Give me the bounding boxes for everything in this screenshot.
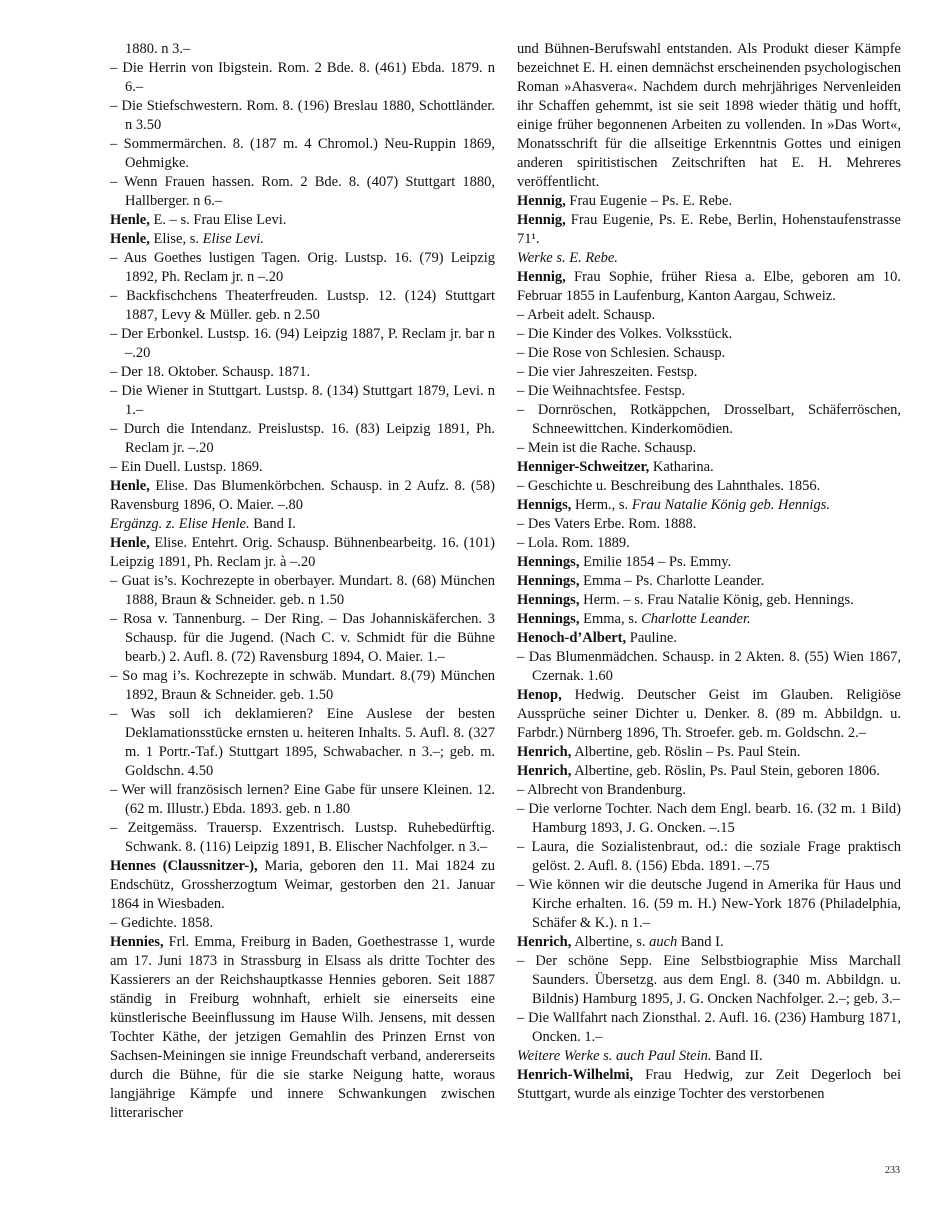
entry-name: Henrich, (517, 934, 572, 950)
entry-text: – Der schöne Sepp. Eine Selbstbiographie Miss Marchall Saunders. Übersetzg. aus dem Engl. 8. (340 m. Abbildgn. u. Bildnis) Hamburg 1895, J. G. Oncken Nachfolger. 2.–; geb. 3.– (517, 953, 901, 1007)
entry-text: Frau Eugenie – Ps. E. Rebe. (565, 193, 733, 209)
entry-text: – Die verlorne Tochter. Nach dem Engl. bearb. 16. (32 m. 1 Bild) Hamburg 1893, J. G. Oncken. –.15 (517, 801, 901, 836)
entry (517, 344, 901, 363)
entry-name: Henop, (517, 687, 562, 703)
entry (110, 458, 495, 477)
entry-text: – Die Herrin von Ibigstein. Rom. 2 Bde. 8. (461) Ebda. 1879. n 6.– (110, 60, 495, 95)
entry (517, 876, 901, 933)
entry-name: Henle, (110, 535, 150, 551)
entry (110, 515, 495, 534)
entry (110, 781, 495, 819)
entry-text: – Der Erbonkel. Lustsp. 16. (94) Leipzig 1887, P. Reclam jr. bar n –.20 (110, 326, 495, 361)
entry (110, 610, 495, 667)
entry (110, 249, 495, 287)
entry (517, 648, 901, 686)
entry-text: – Albrecht von Brandenburg. (517, 782, 686, 798)
entry-reference: Elise Levi. (202, 231, 264, 247)
entry (517, 325, 901, 344)
entry-text: – Die Stiefschwestern. Rom. 8. (196) Breslau 1880, Schottländer. n 3.50 (110, 98, 495, 133)
entry-text: Ergänzg. z. Elise Henle. (110, 516, 250, 532)
entry-text: – Wer will französisch lernen? Eine Gabe für unsere Kleinen. 12. (62 m. Illustr.) Ebda. 1893. geb. n 1.80 (110, 782, 495, 817)
entry-name: Hennes (Claussnitzer-), (110, 858, 258, 874)
entry (517, 211, 901, 249)
entry-text: – Geschichte u. Beschreibung des Lahnthales. 1856. (517, 478, 821, 494)
entry (517, 762, 901, 781)
entry-name: Hennig, (517, 269, 566, 285)
entry-text: und Bühnen-Berufswahl entstanden. Als Produkt dieser Kämpfe bezeichnet E. H. einen demnächst erscheinenden psychologischen Roman »Ahasvera«. Nachdem durch mehrjähriges Nervenleiden ihr Schaffen gehemmt, ist sie seit 1898 wieder thätig und hofft, einige früher begonnenen Arbeiten zu vollenden. In »Das Wort«, Monatsschrift für die allseitige Erkenntnis Gottes und einigen anderen spiritistischen Zeitschriften hat E. H. Mehreres veröffentlicht. (517, 41, 901, 190)
entry (517, 477, 901, 496)
entry-name: Hennigs, (517, 497, 572, 513)
entry (517, 952, 901, 1009)
entry-text: Elise. Entehrt. Orig. Schausp. Bühnenbearbeitg. 16. (101) Leipzig 1891, Ph. Reclam jr. à –.20 (110, 535, 495, 570)
entry (517, 515, 901, 534)
entry (110, 97, 495, 135)
page-number: 233 (885, 1165, 900, 1176)
entry-text: – Aus Goethes lustigen Tagen. Orig. Lustsp. 16. (79) Leipzig 1892, Ph. Reclam jr. n –.20 (110, 250, 495, 285)
entry-text: Herm., s. (571, 497, 632, 513)
entry-reference: auch (649, 934, 678, 950)
entry-text: Pauline. (626, 630, 677, 646)
entry (517, 192, 901, 211)
entry (110, 59, 495, 97)
entry (517, 363, 901, 382)
entry (517, 800, 901, 838)
entry-text: – Die Kinder des Volkes. Volksstück. (517, 326, 733, 342)
entry-text: – Die vier Jahreszeiten. Festsp. (517, 364, 698, 380)
entry (110, 230, 495, 249)
entry-text: – Backfischchens Theaterfreuden. Lustsp. 12. (124) Stuttgart 1887, Levy & Müller. geb. n 2.50 (110, 288, 495, 323)
entry (517, 629, 901, 648)
entry-note: Band I. (677, 934, 724, 950)
entry-text: – Dornröschen, Rotkäppchen, Drosselbart, Schäferröschen, Schneewittchen. Kinderkomödien. (517, 402, 901, 437)
entry (517, 933, 901, 952)
entry-text: Albertine, s. (571, 934, 650, 950)
entry (517, 458, 901, 477)
entry-note: Band II. (711, 1048, 763, 1064)
entry-text: – Sommermärchen. 8. (187 m. 4 Chromol.) Neu-Ruppin 1869, Oehmigke. (110, 136, 495, 171)
entry (110, 914, 495, 933)
entry (517, 591, 901, 610)
entry-reference: Charlotte Leander. (641, 611, 751, 627)
entry (517, 439, 901, 458)
entry (517, 610, 901, 629)
entry-text: Katharina. (649, 459, 714, 475)
entry-text: Elise. Das Blumenkörbchen. Schausp. in 2 Aufz. 8. (58) Ravensburg 1896, O. Maier. –.80 (110, 478, 495, 513)
entry (110, 477, 495, 515)
entry-text: – Des Vaters Erbe. Rom. 1888. (517, 516, 697, 532)
entry (517, 382, 901, 401)
entry (517, 249, 901, 268)
entry (517, 781, 901, 800)
entry-name: Hennings, (517, 592, 580, 608)
entry-text: – Rosa v. Tannenburg. – Der Ring. – Das Johanniskäferchen. 3 Schausp. für die Jugend. (Nach C. v. Schmidt für die Bühne bearb.) 2. Aufl. 8. (72) Ravensburg 1894, O. Maier. 1.– (110, 611, 495, 665)
entry-name: Henrich, (517, 763, 572, 779)
entry-name: Hennies, (110, 934, 164, 950)
entry-text: – Der 18. Oktober. Schausp. 1871. (110, 364, 311, 380)
entry-text: – Guat is’s. Kochrezepte in oberbayer. Mundart. 8. (68) München 1888, Braun & Schneider. geb. n 1.50 (110, 573, 495, 608)
entry-name: Hennig, (517, 212, 566, 228)
entry (110, 420, 495, 458)
left-column (110, 40, 495, 1123)
entry-name: Henle, (110, 478, 150, 494)
entry-name: Henrich, (517, 744, 572, 760)
entry-name: Henle, (110, 212, 150, 228)
entry (517, 838, 901, 876)
entry (110, 363, 495, 382)
entry-text: – Die Rose von Schlesien. Schausp. (517, 345, 726, 361)
entry (110, 819, 495, 857)
entry-text: – Zeitgemäss. Trauersp. Exzentrisch. Lustsp. Ruhebedürftig. Schwank. 8. (116) Leipzig 1891, B. Elischer Nachfolger. n 3.– (110, 820, 495, 855)
entry-name: Hennig, (517, 193, 566, 209)
entry (110, 667, 495, 705)
entry (110, 705, 495, 781)
entry-name: Henle, (110, 231, 150, 247)
entry-text: – Gedichte. 1858. (110, 915, 214, 931)
entry (517, 40, 901, 192)
entry-text: E. – s. Frau Elise Levi. (149, 212, 287, 228)
entry-text: Weitere Werke s. auch Paul Stein. (517, 1048, 712, 1064)
entry-text: – Was soll ich deklamieren? Eine Auslese der besten Deklamationsstücke ernsten u. heiteren Inhalts. 5. Aufl. 8. (327 m. 1 Portr.-Taf.) Stuttgart 1895, Schwabacher. n 3.–; geb. m. Goldschn. 4.50 (110, 706, 495, 779)
entry-text: Albertine, geb. Röslin, Ps. Paul Stein, geboren 1806. (571, 763, 880, 779)
entry (110, 857, 495, 914)
right-column (517, 40, 901, 1104)
entry (517, 496, 901, 515)
entry-text: Hedwig. Deutscher Geist im Glauben. Religiöse Aussprüche seiner Dichter u. Denker. 8. (89 m. Abbildgn. u. Farbdr.) Nürnberg 1896, Th. Stroefer. geb. m. Goldschn. 2.– (517, 687, 901, 741)
entry (517, 743, 901, 762)
entry (110, 287, 495, 325)
entry-text: – Die Wiener in Stuttgart. Lustsp. 8. (134) Stuttgart 1879, Levi. n 1.– (110, 383, 495, 418)
entry (110, 933, 495, 1123)
entry-text: Werke s. E. Rebe. (517, 250, 618, 266)
entry (517, 401, 901, 439)
entry (110, 572, 495, 610)
entry-text: Albertine, geb. Röslin – Ps. Paul Stein. (571, 744, 801, 760)
entry-name: Henrich-Wilhelmi, (517, 1067, 634, 1083)
entry (110, 534, 495, 572)
entry (517, 306, 901, 325)
entry-reference: Frau Natalie König geb. Hennigs. (631, 497, 830, 513)
entry-name: Henoch-d’Albert, (517, 630, 627, 646)
entry-text: 1880. n 3.– (125, 41, 191, 57)
entry-text: Elise, s. (149, 231, 203, 247)
entry (110, 382, 495, 420)
entry (517, 1066, 901, 1104)
entry (110, 40, 495, 59)
entry-text: – Die Wallfahrt nach Zionsthal. 2. Aufl. 16. (236) Hamburg 1871, Oncken. 1.– (517, 1010, 901, 1045)
entry (517, 553, 901, 572)
entry-name: Hennings, (517, 611, 580, 627)
entry-text: Frau Hedwig, zur Zeit Degerloch bei Stuttgart, wurde als einzige Tochter des verstorbenen (517, 1067, 901, 1102)
entry-text: – Wie können wir die deutsche Jugend in Amerika für Haus und Kirche erhalten. 16. (59 m. H.) New-York 1876 (Philadelphia, Schäfer & K.). n 1.– (517, 877, 901, 931)
entry-text: – Mein ist die Rache. Schausp. (517, 440, 697, 456)
entry-text: – Wenn Frauen hassen. Rom. 2 Bde. 8. (407) Stuttgart 1880, Hallberger. n 6.– (110, 174, 495, 209)
entry (517, 572, 901, 591)
entry-text: – Die Weihnachtsfee. Festsp. (517, 383, 686, 399)
entry (517, 1047, 901, 1066)
entry-text: Maria, geboren den 11. Mai 1824 zu Endschütz, Grossherzogtum Weimar, gestorben den 21. Januar 1864 in Wiesbaden. (110, 858, 495, 912)
entry-name: Hennings, (517, 573, 580, 589)
entry (110, 325, 495, 363)
entry-name: Henniger-Schweitzer, (517, 459, 650, 475)
entry-text: Emma – Ps. Charlotte Leander. (579, 573, 765, 589)
entry-text: Frau Eugenie, Ps. E. Rebe, Berlin, Hohenstaufenstrasse 71¹. (517, 212, 901, 247)
entry-text: – Das Blumenmädchen. Schausp. in 2 Akten. 8. (55) Wien 1867, Czernak. 1.60 (517, 649, 901, 684)
entry-text: Emilie 1854 – Ps. Emmy. (579, 554, 732, 570)
entry-text: – Arbeit adelt. Schausp. (517, 307, 656, 323)
entry-text: – Durch die Intendanz. Preislustsp. 16. (83) Leipzig 1891, Ph. Reclam jr. –.20 (110, 421, 495, 456)
entry (517, 686, 901, 743)
entry (517, 268, 901, 306)
entry (110, 173, 495, 211)
entry-text: – Laura, die Sozialistenbraut, od.: die soziale Frage praktisch gelöst. 2. Aufl. 8. (156) Ebda. 1891. –.75 (517, 839, 901, 874)
entry-text: Herm. – s. Frau Natalie König, geb. Hennings. (579, 592, 854, 608)
entry-note: Band I. (249, 516, 296, 532)
entry-text: – Lola. Rom. 1889. (517, 535, 630, 551)
entry (110, 135, 495, 173)
entry-text: – Ein Duell. Lustsp. 1869. (110, 459, 263, 475)
entry-text: Frau Sophie, früher Riesa a. Elbe, geboren am 10. Februar 1855 in Laufenburg, Kanton Aargau, Schweiz. (517, 269, 901, 304)
entry-text: Emma, s. (579, 611, 642, 627)
entry-name: Hennings, (517, 554, 580, 570)
entry (517, 1009, 901, 1047)
entry (110, 211, 495, 230)
entry-text: Frl. Emma, Freiburg in Baden, Goethestrasse 1, wurde am 17. Juni 1873 in Strassburg in Elsass als dritte Tochter des Kassierers an der Reichshauptkasse Hennies geboren. Seit 1887 ständig in Freiburg wohnhaft, erhielt sie einerseits eine künstlerische Beeinflussung im Hause Wilh. Jensens, mit dessen Tochter Käthe, der jetzigen Gemahlin des Prinzen Ernst von Sachsen-Meiningen sie innige Freundschaft verband, andererseits durch die Bühne, für die sie starke Neigung hatte, woraus langjährige Kämpfe und innere Schwankungen zwischen litterarischer (110, 934, 495, 1121)
entry (517, 534, 901, 553)
entry-text: – So mag i’s. Kochrezepte in schwäb. Mundart. 8.(79) München 1892, Braun & Schneider. geb. 1.50 (110, 668, 495, 703)
